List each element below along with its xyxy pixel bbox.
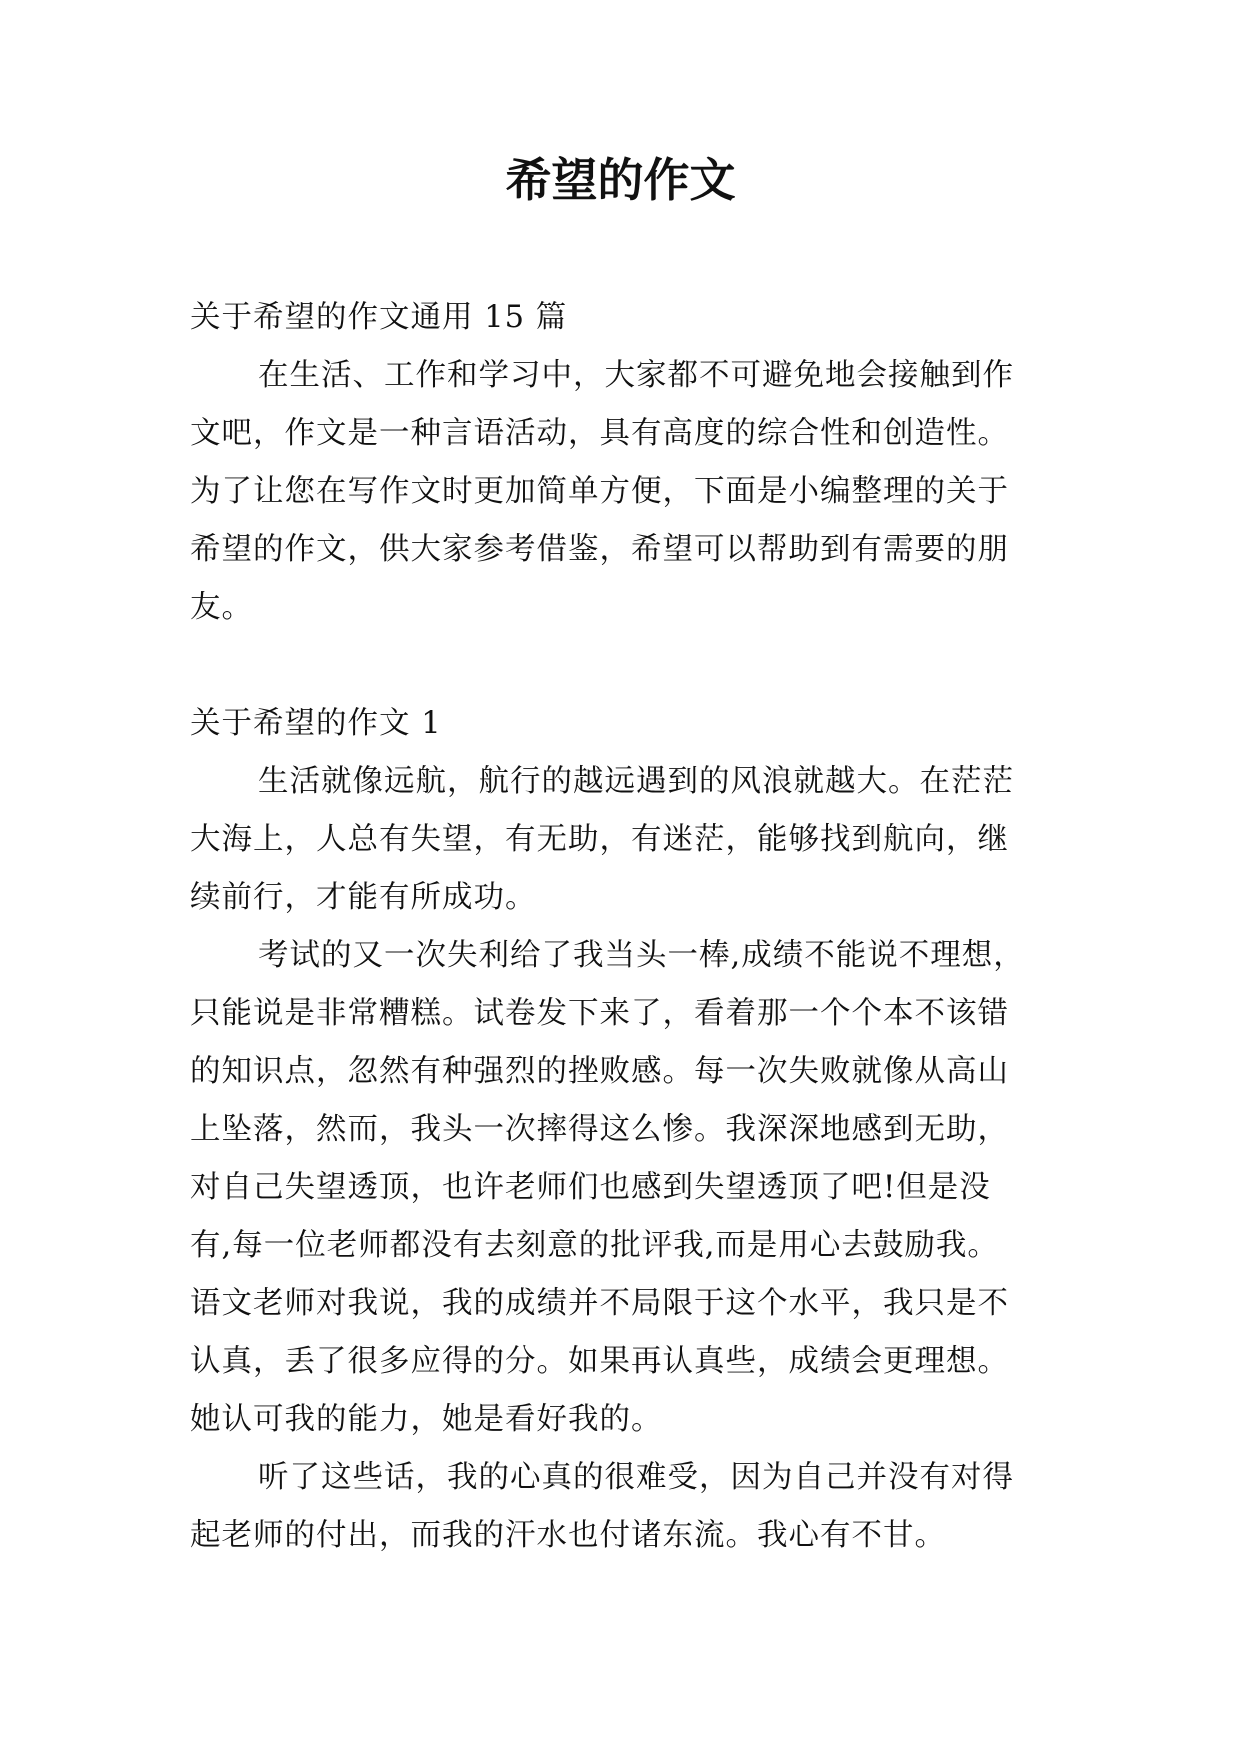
paragraph-line: 文吧，作文是一种言语活动，具有高度的综合性和创造性。 <box>190 416 1009 451</box>
paragraph-line: 她认可我的能力，她是看好我的。 <box>190 1402 663 1437</box>
paragraph-line: 大海上，人总有失望，有无助，有迷茫，能够找到航向，继 <box>190 822 1009 857</box>
subtitle-line: 关于希望的作文通用 15 篇 <box>190 300 568 335</box>
paragraph-line: 的知识点，忽然有种强烈的挫败感。每一次失败就像从高山 <box>190 1054 1009 1089</box>
paragraph-line: 希望的作文，供大家参考借鉴，希望可以帮助到有需要的朋 <box>190 532 1009 567</box>
paragraph-line: 认真，丢了很多应得的分。如果再认真些，成绩会更理想。 <box>190 1344 1009 1379</box>
paragraph-line: 起老师的付出，而我的汗水也付诸东流。我心有不甘。 <box>190 1518 946 1553</box>
document-title: 希望的作文 <box>505 153 736 207</box>
paragraph-line: 友。 <box>190 590 253 625</box>
paragraph-line: 考试的又一次失利给了我当头一棒,成绩不能说不理想， <box>258 938 1025 973</box>
paragraph-line: 续前行，才能有所成功。 <box>190 880 537 915</box>
paragraph-line: 为了让您在写作文时更加简单方便，下面是小编整理的关于 <box>190 474 1009 509</box>
paragraph-line: 在生活、工作和学习中，大家都不可避免地会接触到作 <box>258 358 1014 393</box>
paragraph-line: 上坠落，然而，我头一次摔得这么惨。我深深地感到无助， <box>190 1112 1009 1147</box>
paragraph-line: 听了这些话，我的心真的很难受，因为自己并没有对得 <box>258 1460 1014 1495</box>
paragraph-line: 只能说是非常糟糕。试卷发下来了，看着那一个个本不该错 <box>190 996 1009 1031</box>
paragraph-line: 有,每一位老师都没有去刻意的批评我,而是用心去鼓励我。 <box>190 1228 999 1263</box>
paragraph-line: 生活就像远航，航行的越远遇到的风浪就越大。在茫茫 <box>258 764 1014 799</box>
paragraph-line: 对自己失望透顶，也许老师们也感到失望透顶了吧!但是没 <box>190 1170 991 1205</box>
paragraph-line: 语文老师对我说，我的成绩并不局限于这个水平，我只是不 <box>190 1286 1009 1321</box>
section-heading: 关于希望的作文 1 <box>190 706 442 741</box>
